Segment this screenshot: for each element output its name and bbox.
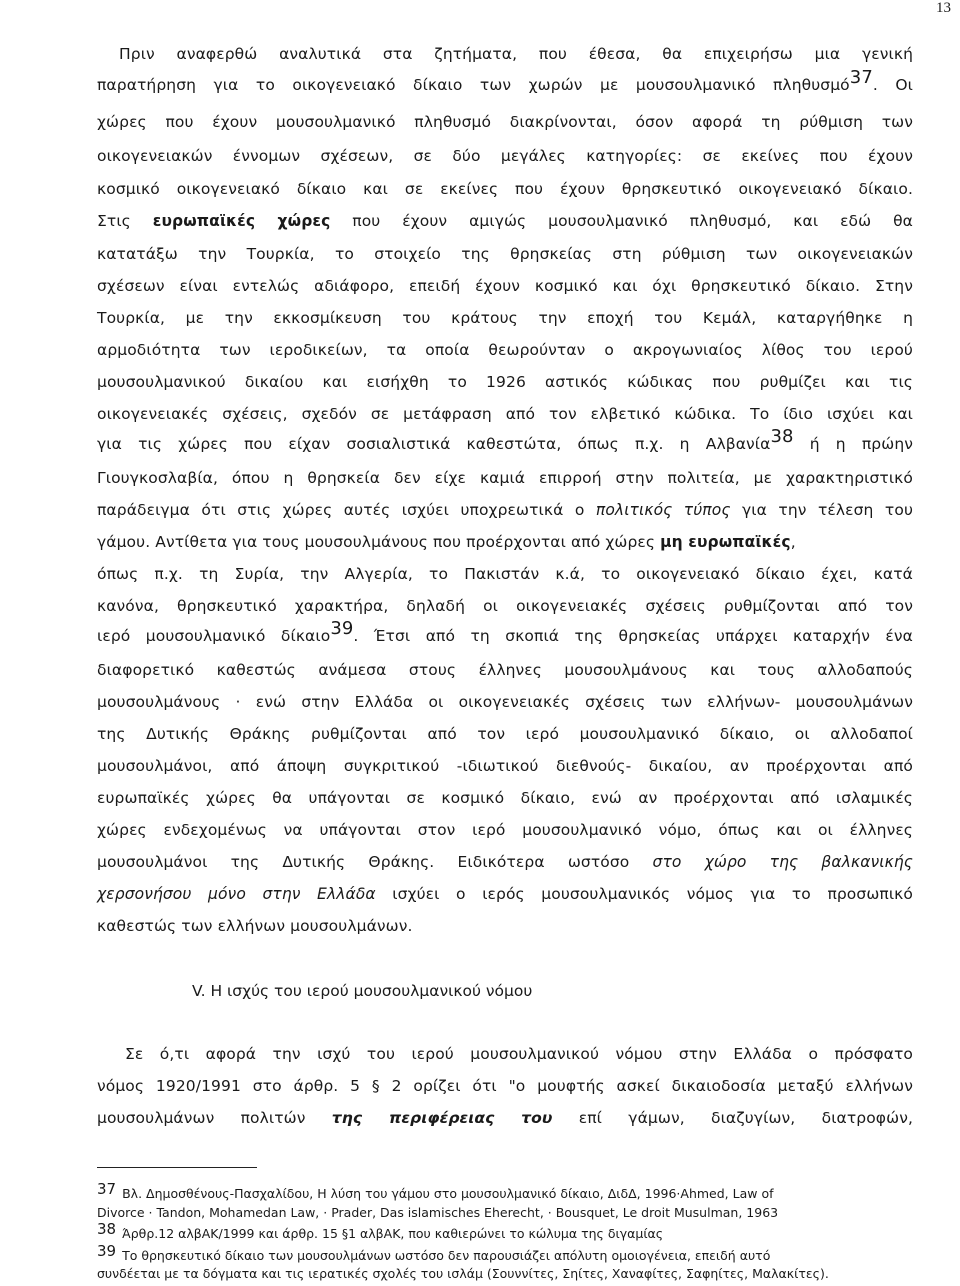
text-line: κοσμικό οικογενειακό δίκαιο και σε εκείνες που έχουν θρησκευτικό οικογενειακό δίκαιο. [97,180,913,198]
emphasis-italic: πολιτικός τύπος [595,501,731,519]
text-line [97,533,913,551]
emphasis-bold: ευρωπαϊκές χώρες [152,212,331,230]
text-line: μουσουλμάνοι, από άποψη συγκριτικού -ιδιωτικού διεθνούς- δικαίου, αν προέρχονται από [97,757,913,775]
text-span: γάμου. Αντίθετα για τους μουσουλμάνους που προέρχονται από χώρες [97,533,661,551]
text-line: καθεστώς των ελλήνων μουσουλμάνων. [97,917,413,935]
text-line [97,426,913,454]
text-span: ιερό μουσουλμανικό δίκαιο [97,627,331,645]
text-span: . Έτσι από τη σκοπιά της θρησκείας υπάρχει καταρχήν ένα [353,627,913,645]
footnote-39 [97,1242,913,1264]
text-line: διαφορετικό καθεστώς ανάμεσα στους έλληνες μουσουλμάνους και τους αλλοδαπούς [97,661,913,679]
text-line: Τουρκία, με την εκκοσμίκευση του κράτους την εποχή του Κεμάλ, καταργήθηκε η [97,309,913,327]
text-line: ευρωπαϊκές χώρες θα υπάγονται σε κοσμικό δίκαιο, ενώ αν προέρχονται από ισλαμικές [97,789,913,807]
text-line: Γιουγκοσλαβία, όπου η θρησκεία δεν είχε καμιά επιρροή στην πολιτεία, με χαρακτηριστικό [97,469,913,487]
footnote-38 [97,1220,913,1242]
text-span: ή η πρώην [793,435,913,453]
emphasis-bold: μη ευρωπαϊκές [660,533,791,551]
text-span: παρατήρηση για το οικογενειακό δίκαιο των χωρών με μουσουλμανικό πληθυσμό [97,76,850,94]
footnote-37-cont: Divorce · Tandon, Mohamedan Law, · Prader, Das islamisches Eherecht, · Bousquet, Le droit Musulman, 1963 [97,1205,779,1220]
text-line: κανόνα, θρησκευτικό χαρακτήρα, δηλαδή οι οικογενειακές σχέσεις ρυθμίζονται από τον [97,597,913,615]
page-number: 13 [936,0,951,16]
text-line: μουσουλμανικού δικαίου και εισήχθη το 1926 αστικός κώδικας που ρυθμίζει και τις [97,373,913,391]
text-line: οικογενειακές σχέσεις, σχεδόν σε μετάφραση από τον ελβετικό κώδικα. Το ίδιο ισχύει και [97,405,913,423]
emphasis-italic: στο χώρο της βαλκανικής [652,853,913,871]
text-line: χώρες που έχουν μουσουλμανικό πληθυσμό διακρίνονται, όσον αφορά τη ρύθμιση των [97,113,913,131]
footnote-number: 39 [97,1242,117,1260]
emphasis-italic: χερσονήσου μόνο στην Ελλάδα [97,885,376,903]
text-span: ισχύει ο ιερός μουσουλμανικός νόμος για το προσωπικό [375,885,913,903]
text-line [97,501,913,519]
text-line: Πριν αναφερθώ αναλυτικά στα ζητήματα, που έθεσα, θα επιχειρήσω μια γενική [119,45,913,63]
text-line: όπως π.χ. τη Συρία, την Αλγερία, το Πακιστάν κ.ά, το οικογενειακό δίκαιο έχει, κατά [97,565,913,583]
text-span: μουσουλμάνων πολιτών [97,1109,332,1127]
text-span: επί γάμων, διαζυγίων, διατροφών, [552,1109,913,1127]
text-line: κατατάξω την Τουρκία, το στοιχείο της θρησκείας στη ρύθμιση των οικογενειακών [97,245,913,263]
text-span: . Οι [872,76,914,94]
text-span: μουσουλμάνοι της Δυτικής Θράκης. Ειδικότερα ωστόσο [97,853,653,871]
footnote-ref: 39 [330,618,354,639]
text-span: Στις [97,212,153,230]
footnote-ref: 37 [849,67,873,88]
footnote-divider [97,1167,257,1168]
text-line: μουσουλμάνους · ενώ στην Ελλάδα οι οικογενειακές σχέσεις των ελλήνων- μουσουλμάνων [97,693,913,711]
text-line [97,853,913,871]
text-span: , [790,533,796,551]
footnote-text: Το θρησκευτικό δίκαιο των μουσουλμάνων ωστόσο δεν παρουσιάζει απόλυτη ομοιογένεια, επειδή αυτό [122,1248,771,1263]
text-line: της Δυτικής Θράκης ρυθμίζονται από τον ιερό μουσουλμανικό δίκαιο, οι αλλοδαποί [97,725,913,743]
emphasis-bold-italic: της περιφέρειας του [331,1109,553,1127]
text-line [97,212,913,230]
footnote-text: Βλ. Δημοσθένους-Πασχαλίδου, Η λύση του γάμου στο μουσουλμανικό δίκαιο, ΔιδΔ, 1996·Ahmed, Law of [122,1186,774,1201]
text-line [97,885,913,903]
text-line [97,67,914,95]
text-span: για τις χώρες που είχαν σοσιαλιστικά καθεστώτα, όπως π.χ. η Αλβανία [97,435,771,453]
text-line: αρμοδιότητα των ιεροδικείων, τα οποία θεωρούνταν ο ακρογωνιαίος λίθος του ιερού [97,341,913,359]
text-span: παράδειγμα ότι στις χώρες αυτές ισχύει υποχρεωτικά ο [97,501,596,519]
section-heading: V. Η ισχύς του ιερού μουσουλμανικού νόμου [192,982,533,1000]
footnote-number: 38 [97,1220,117,1238]
text-span: που έχουν αμιγώς μουσουλμανικό πληθυσμό, και εδώ θα [330,212,913,230]
text-line: οικογενειακών έννομων σχέσεων, σε δύο μεγάλες κατηγορίες: σε εκείνες που έχουν [97,147,913,165]
text-line: Σε ό,τι αφορά την ισχύ του ιερού μουσουλμανικού νόμου στην Ελλάδα ο πρόσφατο [125,1045,913,1063]
text-span: για την τέλεση του [730,501,914,519]
text-line: χώρες ενδεχομένως να υπάγονται στον ιερό μουσουλμανικό νόμο, όπως και οι έλληνες [97,821,913,839]
footnote-text: Άρθρ.12 αλβΑΚ/1999 και άρθρ. 15 §1 αλβΑΚ, που καθιερώνει το κώλυμα της διγαμίας [122,1226,664,1241]
text-line [97,1109,913,1127]
footnote-ref: 38 [770,426,794,447]
footnote-39-cont: συνδέεται με τα δόγματα και τις ιερατικές σχολές του ισλάμ (Σουννίτες, Σηίτες, Χαναφίτες, Σαφηίτες, Μαλακίτες). [97,1266,829,1281]
text-line: νόμος 1920/1991 στο άρθρ. 5 § 2 ορίζει ότι "ο μουφτής ασκεί δικαιοδοσία μεταξύ ελλήνων [97,1077,913,1095]
text-line: σχέσεων είναι εντελώς αδιάφορο, επειδή έχουν κοσμικό και όχι θρησκευτικό δίκαιο. Στην [97,277,913,295]
text-line [97,618,913,646]
footnote-37 [97,1180,913,1202]
footnote-number: 37 [97,1180,117,1198]
